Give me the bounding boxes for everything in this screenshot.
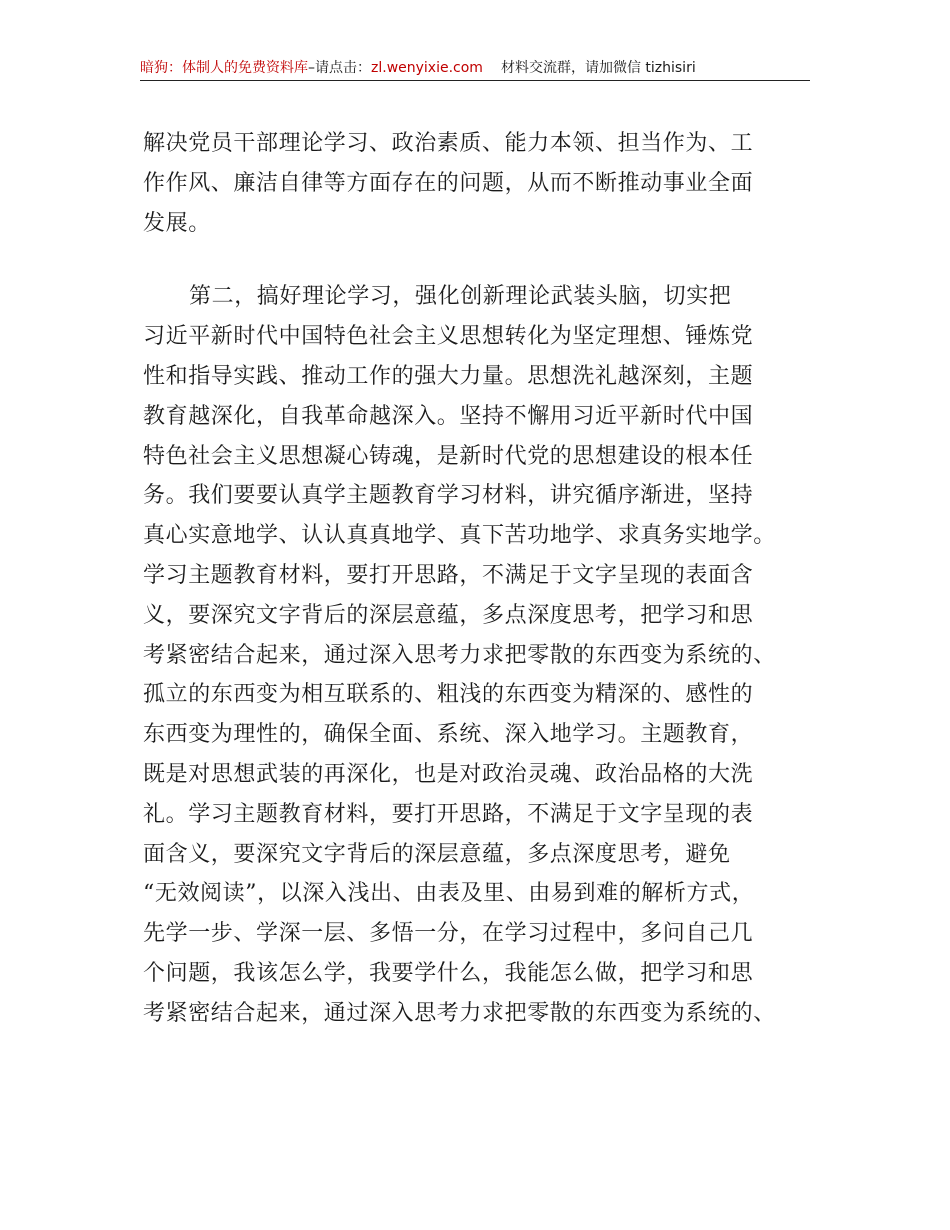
text-line: 解决党员干部理论学习、政治素质、能力本领、担当作为、工: [143, 131, 754, 156]
document-body: [143, 124, 833, 1034]
header-rule: [140, 80, 810, 81]
text-line: “无效阅读”，以深入浅出、由表及里、由易到难的解析方式，: [143, 881, 755, 907]
text-line: 东西变为理性的，确保全面、系统、深入地学习。主题教育，: [143, 722, 754, 748]
paragraph: [143, 124, 833, 243]
text-line: 考紧密结合起来，通过深入思考力求把零散的东西变为系统的、: [143, 1000, 776, 1026]
click-prompt: –请点击：: [308, 60, 371, 76]
text-line: 礼。学习主题教育材料，要打开思路，不满足于文字呈现的表: [143, 801, 754, 827]
site-name: 暗狗：体制人的免费资料库: [140, 60, 308, 76]
contact-info: 材料交流群，请加微信 tizhisiri: [500, 60, 696, 76]
page-header: [140, 58, 810, 78]
text-line: 真心实意地学、认认真真地学、真下苦功地学、求真务实地学。: [143, 523, 776, 549]
text-line: 教育越深化，自我革命越深入。坚持不懈用习近平新时代中国: [143, 403, 754, 429]
text-line: 先学一步、学深一层、多悟一分，在学习过程中，多问自己几: [143, 921, 754, 947]
text-line: 面含义，要深究文字背后的深层意蕴，多点深度思考，避免: [143, 841, 731, 867]
text-line: 性和指导实践、推动工作的强大力量。思想洗礼越深刻，主题: [143, 363, 754, 389]
text-line: 学习主题教育材料，要打开思路，不满足于文字呈现的表面含: [143, 562, 754, 588]
text-line: 务。我们要要认真学主题教育学习材料，讲究循序渐进，坚持: [143, 483, 754, 509]
paragraph: [143, 277, 833, 1033]
text-line: 特色社会主义思想凝心铸魂，是新时代党的思想建设的根本任: [143, 443, 754, 469]
text-line: 习近平新时代中国特色社会主义思想转化为坚定理想、锤炼党: [143, 324, 754, 350]
text-line: 第二，搞好理论学习，强化创新理论武装头脑，切实把: [189, 284, 732, 310]
text-line: 考紧密结合起来，通过深入思考力求把零散的东西变为系统的、: [143, 642, 776, 668]
text-line: 个问题，我该怎么学，我要学什么，我能怎么做，把学习和思: [143, 960, 754, 986]
text-line: 发展。: [143, 210, 211, 236]
site-url-link[interactable]: zl.wenyixie.com: [371, 60, 483, 76]
text-line: 既是对思想武装的再深化，也是对政治灵魂、政治品格的大洗: [143, 761, 754, 787]
text-line: 作作风、廉洁自律等方面存在的问题，从而不断推动事业全面: [143, 170, 754, 196]
text-line: 孤立的东西变为相互联系的、粗浅的东西变为精深的、感性的: [143, 682, 754, 708]
text-line: 义，要深究文字背后的深层意蕴，多点深度思考，把学习和思: [143, 602, 754, 628]
